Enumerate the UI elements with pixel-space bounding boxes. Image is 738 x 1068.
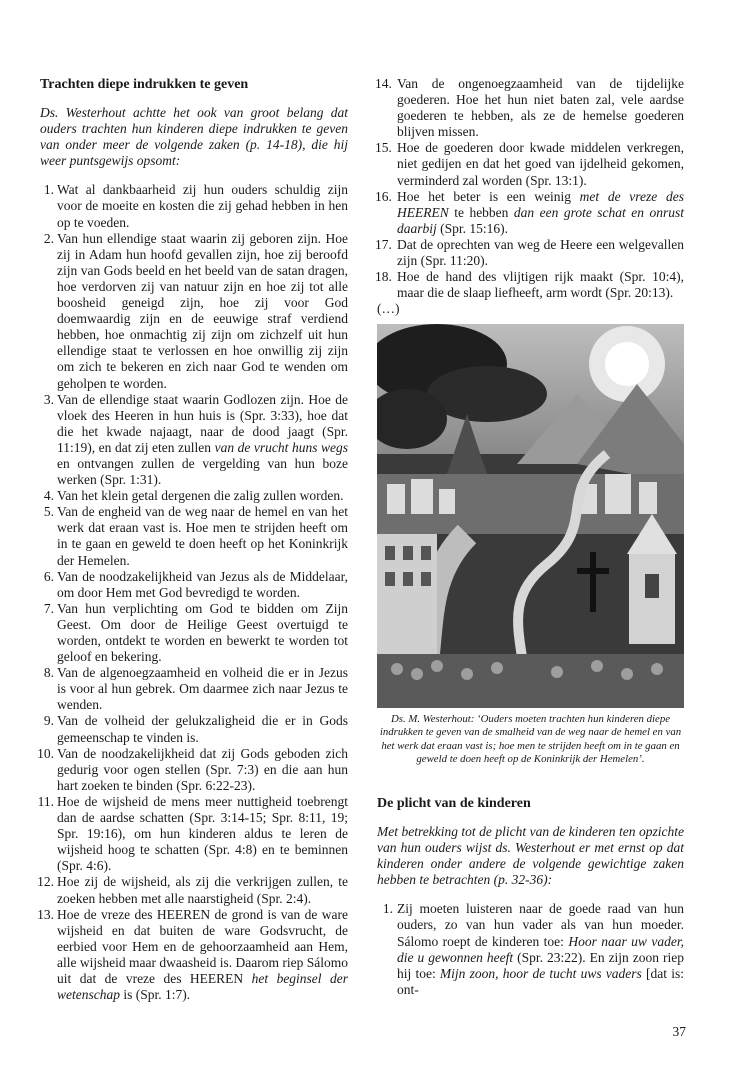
section-duty-of-children: [377, 795, 684, 998]
list-item: 7. Van hun verplichting om God te bidden om Zijn Geest. Om door de Heilige Geest overtuigd te worden, ontdekt te worden en bewerkt te worden tot geloof en bekering.: [43, 600, 348, 665]
numbered-list-left: [37, 182, 348, 1003]
numbered-list-children: [377, 901, 684, 998]
page-number: 37: [672, 1024, 686, 1039]
figure-caption: Ds. M. Westerhout: ‘Ouders moeten trachten hun kinderen diepe indrukken te geven van de smalheid van de weg naar de hemel en van het werk dat eraan vast is; hoe men te strijden heeft om in te gaan en geweld te doen heeft op de Koninkrijk der Hemelen’.: [379, 713, 682, 766]
list-item: 6. Van de noodzakelijkheid van Jezus als de Middelaar, om door Hem met God bevredigd te worden.: [43, 568, 348, 600]
list-item: 13. Hoe de vreze des HEEREN de grond is van de ware wijsheid en dat buiten de ware Godsvrucht, de eerbied voor Hem en de gehoorzaamheid aan Hem, alle wijsheid maar dwaasheid is. Daarom riep Sálomo uit dat de vreze des HEEREN het beginsel der wetenschap is (Spr. 1:7).: [37, 906, 348, 1003]
list-item: 16. Hoe het beter is een weinig met de vreze des HEEREN te hebben dan een grote schat en onrust daarbij (Spr. 15:16).: [375, 188, 684, 236]
ellipsis: (…): [377, 301, 400, 317]
list-item: 15. Hoe de goederen door kwade middelen verkregen, niet gedijen en dat het goed van ijdelheid gekomen, verminderd zal worden (Spr. 13:1).: [375, 140, 684, 188]
list-item: 17. Dat de oprechten van weg de Heere een welgevallen zijn (Spr. 11:20).: [375, 236, 684, 269]
intro-paragraph: Ds. Westerhout achtte het ook van groot belang dat ouders trachten hun kinderen diepe indrukken te geven van onder meer de volgende zaken (p. 14-18), die hij weer puntsgewijs opsomt:: [40, 105, 348, 169]
list-item: 4. Van het klein getal dergenen die zalig zullen worden.: [43, 488, 344, 504]
list-item: 9. Van de volheid der gelukzaligheid die er in Gods gemeenschap te vinden is.: [43, 713, 348, 745]
intro-paragraph-children: Met betrekking tot de plicht van de kinderen ten opzichte van hun ouders wijst ds. Westerhout er met ernst op dat kinderen onder andere de volgende gewichtige zaken hebben te betrachten (p. 32-36):: [377, 824, 684, 888]
section-heading-children: De plicht van de kinderen: [377, 796, 531, 811]
list-item: 1. Wat al dankbaarheid zij hun ouders schuldig zijn voor de moeite en kosten die zij gehad hebben in hen op te voeden.: [43, 182, 348, 230]
list-item: 1. Zij moeten luisteren naar de goede raad van hun ouders, zo van hun vader als van hun moeder. Sálomo roept de kinderen toe: Hoor naar uw vader, die u gewonnen heeft (Spr. 23:22). En zijn zoon riep hij toe: Mijn zoon, hoor de tucht uws vaders [dat is: ont-: [382, 901, 684, 997]
list-item: 11. Hoe de wijsheid de mens meer nuttigheid toebrengt dan de aardse schatten (Spr. 3:14-15; Spr. 8:11, 19; Spr. 19:16), om hun kinderen aldus te leren de wijsheid hoog te schatten (Spr. 4:8) en te beminnen (Spr. 4:6).: [37, 793, 348, 874]
numbered-list-right: [377, 76, 684, 301]
illustration-broad-narrow-way: [377, 324, 684, 708]
illustration-drawing: [377, 324, 684, 708]
list-item: 10. Van de noodzakelijkheid dat zij Gods geboden zich gedurig voor ogen stellen (Spr. 7:3) en die aan hun hart zoeken te binden (Spr. 6:22-23).: [37, 745, 348, 793]
list-item: 2. Van hun ellendige staat waarin zij geboren zijn. Hoe zij in Adam hun hoofd gevallen zijn, hoe zij beroofd zijn van Gods beeld en het beeld van de satan dragen, hoe verdorven zij van natuur zijn en hoe zij tot alle boosheid geneigd zijn, hoe zij voor God doemwaardig zijn en de eeuwige straf verdiend hebben, hoe onmachtig zij zijn om zichzelf uit hun ellendige staat te verlossen en hoe onwillig zij zijn om zich te bekeren en zich naar God te wenden om geholpen te worden.: [43, 230, 348, 391]
list-item: 8. Van de algenoegzaamheid en volheid die er in Jezus is voor al hun gebrek. Om daarmee zich naar Jezus te wenden.: [43, 665, 348, 713]
list-item: 5. Van de engheid van de weg naar de hemel en van het werk dat eraan vast is. Hoe men te strijden heeft om in te gaan en geweld te doen heeft op het Koninkrijk der Hemelen.: [43, 504, 348, 568]
list-item: 18. Hoe de hand des vlijtigen rijk maakt (Spr. 10:4), maar die de slaap liefheeft, arm wordt (Spr. 20:13).: [375, 269, 684, 301]
list-item: 14. Van de ongenoegzaamheid van de tijdelijke goederen. Hoe het hun niet baten zal, vele aardse goederen te hebben, als ze de hemelse goederen blijven missen.: [375, 76, 684, 140]
list-item: 3. Van de ellendige staat waarin Godlozen zijn. Hoe de vloek des Heeren in hun huis is (Spr. 3:33), hoe dat die het kwade najaagt, naar de dood jaagt (Spr. 11:19), en dat zij eten zullen van de vrucht huns wegs en ontvangen zullen de vergelding van hun boze werken (Spr. 1:31).: [43, 391, 348, 488]
section-heading-impressions: Trachten diepe indrukken te geven: [40, 77, 249, 92]
list-item: 12. Hoe zij de wijsheid, als zij die verkrijgen zullen, te zoeken hebben met alle naarstigheid (Spr. 2:4).: [37, 874, 348, 906]
left-column: [37, 76, 348, 1003]
right-column: [377, 76, 684, 317]
